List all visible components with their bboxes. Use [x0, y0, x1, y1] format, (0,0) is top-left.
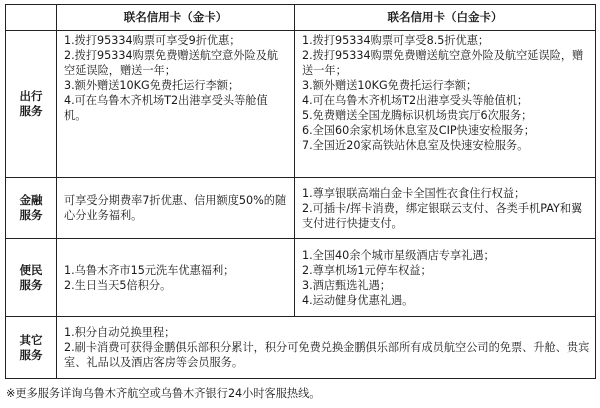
header-corner-cell: [6, 5, 57, 31]
category-label: 便民服务: [19, 262, 43, 292]
row-category-convenience: [6, 239, 57, 317]
finance-service-row: [6, 178, 596, 239]
list-item: 2.拨打95334购票免费赠送航空意外险及航空延误险，赠送一年；: [302, 49, 584, 77]
platinum-card-header: 联名信用卡（白金卡）: [295, 5, 596, 31]
list-item: 2.尊享机场1元停车权益；: [302, 263, 432, 277]
row-category-travel: [6, 31, 57, 178]
gold-travel-cell: [57, 31, 295, 178]
other-service-row: [6, 317, 596, 379]
list-item: 2.生日当天5倍积分。: [64, 278, 172, 292]
category-label: 金融服务: [19, 193, 43, 222]
list-item: 2.可插卡/挥卡消费，绑定银联云支付、各类手机PAY和翼支付进行快捷支付。: [302, 201, 583, 230]
list-item: 1.乌鲁木齐市15元洗车优惠福利；: [64, 263, 235, 277]
footnote: ※更多服务详询乌鲁木齐航空或乌鲁木齐银行24小时客服热线。: [6, 387, 321, 400]
row-category-finance: [6, 178, 57, 239]
list-item: 3.额外赠送10KG免费托运行李额；: [64, 79, 240, 92]
list-item: 1.尊享银联高端白金卡全国性衣食住行权益；: [302, 186, 526, 200]
header-row: [6, 5, 596, 31]
category-label: 其它服务: [19, 332, 43, 362]
row-category-other: [6, 317, 57, 379]
platinum-travel-cell: [295, 31, 596, 178]
list-item: 1.积分自动兑换里程；: [64, 326, 176, 339]
list-item: 3.额外赠送10KG免费托运行李额；: [302, 79, 478, 92]
convenience-service-row: [6, 239, 596, 317]
gold-finance-cell: [57, 178, 295, 239]
category-label: 出行服务: [19, 89, 43, 118]
card-benefits-table: [5, 4, 596, 379]
gold-card-header: 联名信用卡（金卡）: [57, 5, 295, 31]
shared-other-cell: [57, 317, 596, 379]
list-item: 4.可在乌鲁木齐机场T2出港享受头等舱值机。: [64, 94, 268, 122]
list-item: 2.拨打95334购票免费赠送航空意外险及航空延误险，赠送一年；: [64, 49, 279, 77]
list-item: 5.免费赠送全国龙腾标识机场贵宾厅6次服务；: [302, 109, 533, 122]
list-item: 6.全国60余家机场休息室及CIP快速安检服务；: [302, 124, 535, 137]
list-item: 1.拨打95334购票可享受9折优惠；: [64, 34, 241, 47]
list-item: 7.全国近20家高铁站休息室及快速安检服务。: [302, 139, 529, 152]
travel-service-row: [6, 31, 596, 178]
list-item: 4.运动健身优惠礼遇。: [302, 293, 414, 307]
list-item: 4.可在乌鲁木齐机场T2出港享受头等舱值机；: [302, 94, 529, 107]
gold-convenience-cell: [57, 239, 295, 317]
list-item: 3.酒店甄选礼遇；: [302, 278, 391, 292]
platinum-finance-cell: [295, 178, 596, 239]
list-item: 1.全国40余个城市星级酒店专享礼遇；: [302, 248, 495, 262]
platinum-convenience-cell: [295, 239, 596, 317]
list-item: 2.刷卡消费可获得金鹏俱乐部积分累计，积分可免费兑换金鹏俱乐部所有成员航空公司的免票、升舱、贵宾室、礼品以及酒店客房等会员服务。: [64, 341, 590, 369]
list-item: 可享受分期费率7折优惠、信用额度50%的随心分业务福利。: [64, 194, 287, 222]
list-item: 1.拨打95334购票可享受8.5折优惠；: [302, 34, 490, 47]
